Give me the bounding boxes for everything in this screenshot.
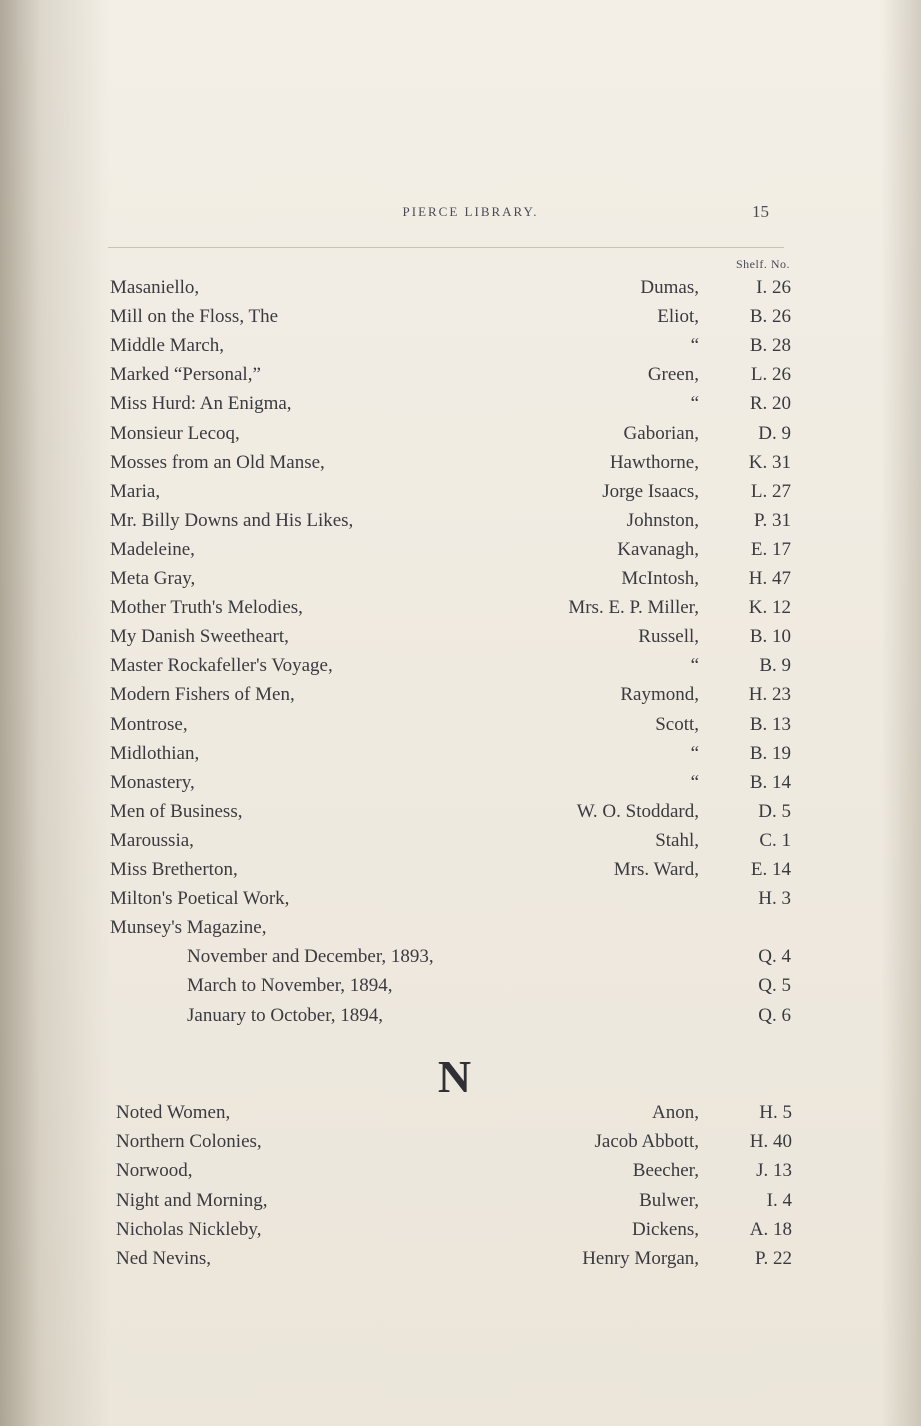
entry-author: Eliot, (657, 306, 699, 328)
entry-shelf-number: H. 47 (748, 568, 791, 589)
entry-title: Mr. Billy Downs and His Likes, (110, 509, 354, 531)
entry-shelf-number: L. 26 (750, 364, 791, 386)
entry-shelf-number: Q. 5 (758, 975, 791, 997)
catalog-entry (0, 801, 921, 830)
entry-title: Miss Bretherton, (110, 859, 238, 880)
entry-title: Nicholas Nickleby, (116, 1218, 262, 1240)
entry-title: Masaniello, (110, 277, 200, 298)
catalog-entry (0, 1190, 921, 1219)
entry-author: McIntosh, (621, 568, 699, 589)
entry-shelf-number: I. 26 (756, 277, 791, 298)
entry-author: Mrs. Ward, (613, 859, 699, 880)
entry-author: “ (690, 771, 699, 793)
entry-title: Monsieur Lecoq, (110, 422, 240, 444)
catalog-entry (0, 946, 921, 975)
catalog-entry (0, 393, 921, 422)
entry-shelf-number: B. 9 (759, 655, 791, 677)
catalog-entry (0, 830, 921, 859)
entry-shelf-number: E. 14 (750, 859, 791, 880)
entry-shelf-number: B. 26 (749, 306, 791, 328)
entry-shelf-number: K. 31 (748, 451, 791, 473)
entry-title: Meta Gray, (110, 568, 196, 589)
entry-title: Northern Colonies, (116, 1131, 262, 1153)
entry-author: Stahl, (655, 829, 699, 851)
entry-author: Russell, (638, 626, 699, 648)
entry-title: Night and Morning, (116, 1189, 268, 1211)
catalog-entry (0, 1160, 921, 1189)
entry-shelf-number: Q. 4 (758, 946, 791, 968)
catalog-entry (0, 1248, 921, 1277)
entry-shelf-number: C. 1 (759, 829, 791, 851)
entry-shelf-number: J. 13 (756, 1160, 792, 1182)
catalog-entry (0, 684, 921, 713)
entry-title: Men of Business, (110, 800, 243, 822)
entry-shelf-number: K. 12 (748, 597, 791, 619)
entry-author: Hawthorne, (609, 451, 699, 473)
entry-author: Henry Morgan, (582, 1248, 699, 1269)
entry-author: Bulwer, (639, 1189, 699, 1211)
catalog-entry (0, 888, 921, 917)
entry-author: Dumas, (640, 277, 699, 298)
catalog-entry (0, 597, 921, 626)
catalog-entry (0, 626, 921, 655)
catalog-entry (0, 452, 921, 481)
entry-author: Jacob Abbott, (594, 1131, 699, 1153)
entry-shelf-number: D. 5 (758, 800, 791, 822)
entry-title: January to October, 1894, (187, 1004, 384, 1026)
entry-shelf-number: I. 4 (766, 1189, 792, 1211)
entry-title: Master Rockafeller's Voyage, (110, 655, 333, 677)
entry-title: Maria, (110, 480, 161, 502)
entry-author: Johnston, (626, 509, 699, 531)
entry-author: “ (690, 742, 699, 764)
entry-shelf-number: P. 31 (754, 509, 791, 531)
entry-title: Modern Fishers of Men, (110, 684, 295, 706)
entry-title: Munsey's Magazine, (110, 917, 267, 939)
entry-shelf-number: D. 9 (758, 422, 791, 444)
entry-title: Monastery, (110, 771, 195, 793)
entry-title: Madeleine, (110, 538, 195, 560)
entry-title: Midlothian, (110, 742, 200, 764)
entry-title: November and December, 1893, (187, 946, 434, 968)
entry-title: Middle March, (110, 335, 224, 357)
entry-title: Mother Truth's Melodies, (110, 597, 303, 619)
catalog-entry (0, 655, 921, 684)
entry-shelf-number: E. 17 (750, 538, 791, 560)
catalog-entry (0, 306, 921, 335)
catalog-entry (0, 1131, 921, 1160)
entry-title: Ned Nevins, (116, 1248, 211, 1269)
catalog-entry (0, 917, 921, 946)
entry-title: Miss Hurd: An Enigma, (110, 393, 292, 415)
entry-shelf-number: L. 27 (750, 480, 791, 502)
entry-author: “ (690, 335, 699, 357)
section-letter-heading: N (437, 1051, 472, 1102)
header-rule (108, 247, 784, 248)
catalog-entry (0, 859, 921, 888)
entry-shelf-number: B. 10 (749, 626, 791, 648)
entry-shelf-number: A. 18 (749, 1218, 792, 1240)
catalog-entry (0, 1005, 921, 1034)
entry-shelf-number: Q. 6 (758, 1004, 791, 1026)
entry-author: Raymond, (620, 684, 699, 706)
entry-shelf-number: B. 19 (749, 742, 791, 764)
catalog-entry (0, 1219, 921, 1248)
entry-author: Anon, (652, 1102, 699, 1123)
entry-author: Mrs. E. P. Miller, (568, 597, 699, 619)
entry-shelf-number: P. 22 (755, 1248, 792, 1269)
entry-title: My Danish Sweetheart, (110, 626, 289, 648)
entry-shelf-number: B. 14 (749, 771, 791, 793)
entry-author: Jorge Isaacs, (602, 480, 699, 502)
catalog-entry (0, 510, 921, 539)
catalog-entry (0, 975, 921, 1004)
entry-author: “ (690, 393, 699, 415)
entry-title: Marked “Personal,” (110, 364, 261, 386)
catalog-entry (0, 364, 921, 393)
entry-shelf-number: B. 13 (749, 713, 791, 735)
entry-author: W. O. Stoddard, (576, 800, 699, 822)
entry-author: “ (690, 655, 699, 677)
entry-title: Milton's Poetical Work, (110, 888, 290, 910)
catalog-entry (0, 481, 921, 510)
entry-author: Beecher, (632, 1160, 699, 1182)
entry-title: March to November, 1894, (187, 975, 393, 997)
entry-shelf-number: H. 40 (749, 1131, 792, 1153)
catalog-entry (0, 539, 921, 568)
entry-title: Noted Women, (116, 1102, 231, 1123)
catalog-entry (0, 1102, 921, 1131)
catalog-entry (0, 772, 921, 801)
entry-title: Montrose, (110, 713, 188, 735)
entry-title: Norwood, (116, 1160, 193, 1182)
entry-author: Green, (647, 364, 699, 386)
catalog-entry (0, 277, 921, 306)
entry-shelf-number: H. 3 (758, 888, 791, 910)
catalog-entry (0, 423, 921, 452)
catalog-entry (0, 568, 921, 597)
entry-shelf-number: H. 5 (759, 1102, 792, 1123)
catalog-entry (0, 714, 921, 743)
entry-author: Scott, (655, 713, 699, 735)
running-header: PIERCE LIBRARY. (402, 204, 539, 219)
entry-shelf-number: R. 20 (749, 393, 791, 415)
entry-shelf-number: H. 23 (748, 684, 791, 706)
entry-title: Mill on the Floss, The (110, 306, 279, 328)
entry-title: Mosses from an Old Manse, (110, 451, 325, 473)
catalog-entry (0, 335, 921, 364)
catalog-entry (0, 743, 921, 772)
entry-shelf-number: B. 28 (749, 335, 791, 357)
shelf-number-heading: Shelf. No. (736, 257, 790, 271)
entry-author: Gaborian, (623, 422, 699, 444)
entry-author: Kavanagh, (617, 538, 699, 560)
page-number: 15 (752, 202, 769, 221)
entry-title: Maroussia, (110, 829, 194, 851)
entry-author: Dickens, (631, 1218, 699, 1240)
